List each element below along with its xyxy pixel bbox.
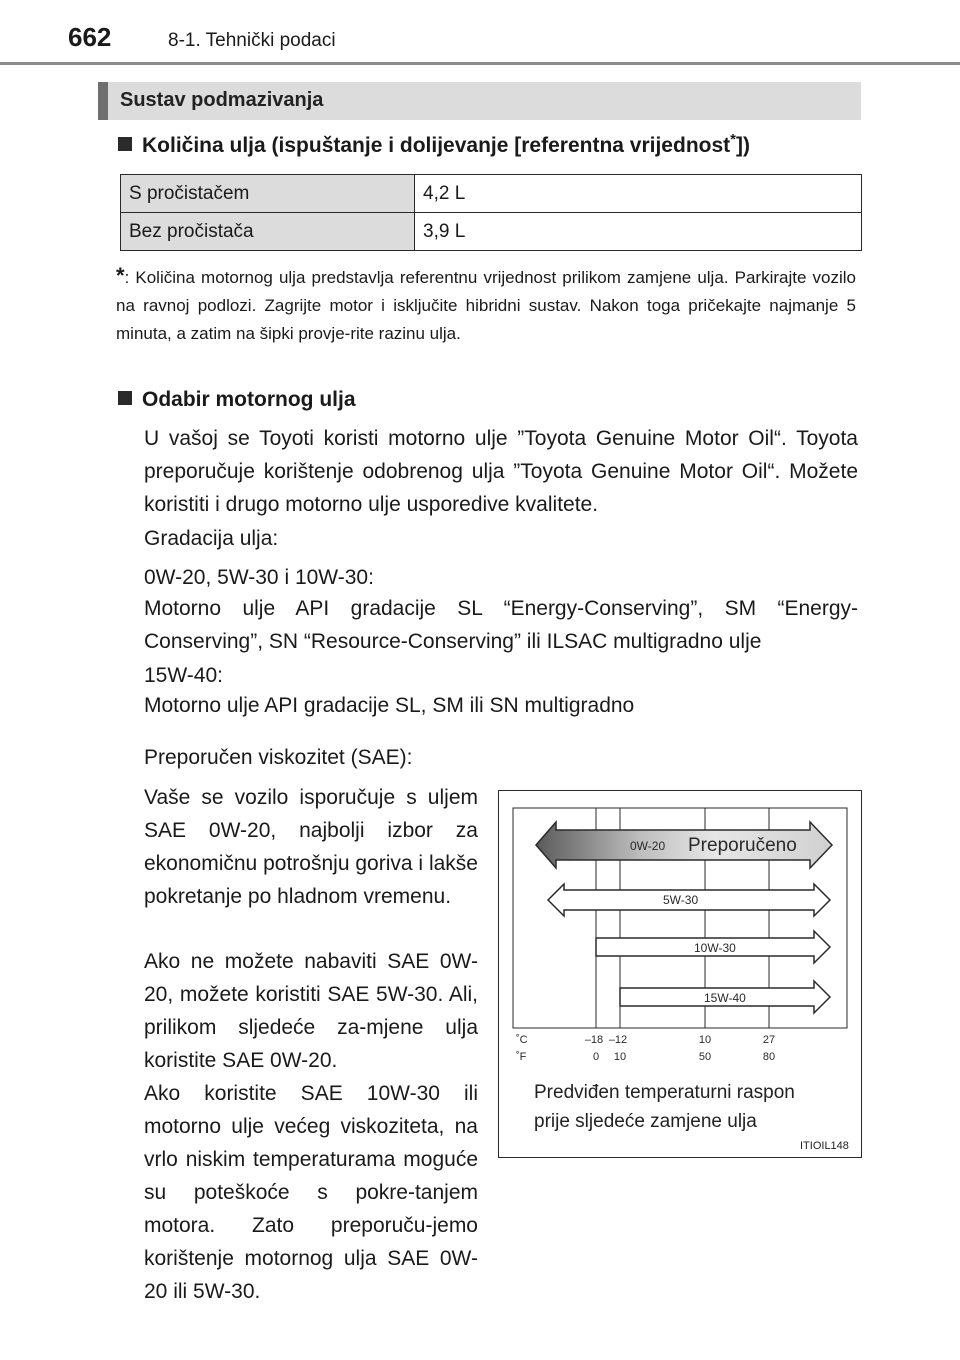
viscosity-paragraph-1: Vaše se vozilo isporučuje s uljem SAE 0W-20, najbolji izbor za ekonomičnu potrošnju goriva i lakše pokretanje po hladnom vremenu. (144, 786, 478, 908)
table-cell-value: 4,2 L (415, 175, 862, 213)
section-title-bar (98, 82, 861, 120)
table-cell-value: 3,9 L (415, 213, 862, 251)
grade-label: Gradacija ulja: (144, 527, 279, 550)
grade-1-title: 0W-20, 5W-30 i 10W-30: (144, 566, 374, 589)
viscosity-paragraph-3: Ako koristite SAE 10W-30 ili motorno ulje većeg viskoziteta, na vrlo niskim temperaturama moguće su poteškoće s pokre-tanjem motora. Zato preporuču-jemo korištenje motornog ulja SAE 0W-20 ili 5W-30. (144, 1082, 478, 1303)
grade-5w30-label: 5W-30 (663, 893, 699, 907)
heading-footnote-marker: * (730, 131, 736, 148)
grade-0w20-label: 0W-20 (630, 839, 666, 853)
fahrenheit-unit-label: ˚F (516, 1051, 527, 1063)
diagram-image-code: ITIOIL148 (800, 1140, 849, 1152)
header-divider (0, 62, 960, 65)
recommended-label: Preporučeno (688, 835, 797, 856)
table-cell-label: Bez pročistača (121, 213, 415, 251)
page-number: 662 (68, 22, 112, 52)
bullet-square-icon (118, 391, 132, 405)
oil-quantity-heading (118, 131, 750, 158)
celsius-unit-label: ˚C (516, 1034, 528, 1046)
section-title: Sustav podmazivanja (120, 89, 324, 111)
bullet-square-icon (118, 137, 132, 151)
oil-quantity-table (120, 174, 862, 251)
fahrenheit-tick: 80 (762, 1051, 776, 1063)
section-label: 8-1. Tehnički podaci (168, 30, 336, 51)
table-row (121, 175, 862, 213)
footnote-text: : Količina motornog ulja predstavlja referentnu vrijednost prilikom zamjene ulja. Parkirajte vozilo na ravnoj podlozi. Zagrijte motor i isključite hibridni sustav. Nakon toga pričekajte najmanje 5 minuta, a zatim na šipki provje-rite razinu ulja. (116, 268, 856, 343)
grade-10w30-label: 10W-30 (694, 941, 736, 955)
grade-2-text: Motorno ulje API gradacije SL, SM ili SN multigradno (144, 694, 635, 717)
oil-quantity-heading-end: ]) (736, 134, 750, 157)
celsius-tick: 27 (762, 1034, 776, 1046)
footnote-marker: * (116, 263, 125, 288)
diagram-caption-line-2: prije sljedeće zamjene ulja (534, 1111, 757, 1132)
footnote (116, 262, 856, 348)
oil-selection-heading (118, 388, 356, 412)
diagram-caption-line-1: Predviđen temperaturni raspon (534, 1082, 795, 1103)
table-cell-label: S pročistačem (121, 175, 415, 213)
celsius-tick: 10 (698, 1034, 712, 1046)
oil-quantity-heading-text: Količina ulja (ispuštanje i dolijevanje [referentna vrijednost (142, 134, 731, 157)
viscosity-label: Preporučen viskozitet (SAE): (144, 746, 413, 769)
fahrenheit-tick: 10 (613, 1051, 627, 1063)
grade-15w40-label: 15W-40 (704, 991, 746, 1005)
table-row (121, 213, 862, 251)
grade-2-title: 15W-40: (144, 664, 223, 687)
fahrenheit-tick: 0 (592, 1051, 600, 1063)
viscosity-chart (498, 790, 862, 1090)
celsius-tick: –18 (584, 1034, 604, 1046)
fahrenheit-tick: 50 (698, 1051, 712, 1063)
grade-1-text: Motorno ulje API gradacije SL “Energy-Conserving”, SM “Energy-Conserving”, SN “Resource-Conserving” ili ILSAC multigradno ulje (144, 597, 858, 653)
oil-selection-intro: U vašoj se Toyoti koristi motorno ulje ”Toyota Genuine Motor Oil“. Toyota preporučuje korištenje odobrenog ulja ”Toyota Genuine Motor Oil“. Možete koristiti i drugo motorno ulje usporedive kvalitete. (144, 427, 858, 516)
diagram-caption (534, 1078, 795, 1136)
celsius-tick: –12 (608, 1034, 628, 1046)
viscosity-paragraph-2: Ako ne možete nabaviti SAE 0W-20, možete koristiti SAE 5W-30. Ali, prilikom sljedeće za-mjene ulja koristite SAE 0W-20. (144, 950, 478, 1072)
oil-selection-heading-text: Odabir motornog ulja (142, 388, 356, 411)
